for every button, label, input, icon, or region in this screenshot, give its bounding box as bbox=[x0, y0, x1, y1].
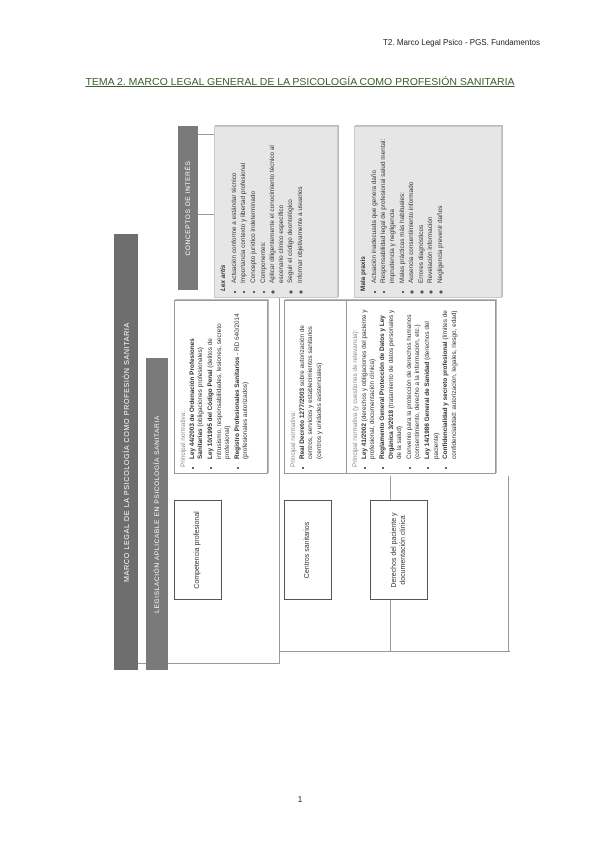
document-title: TEMA 2. MARCO LEGAL GENERAL DE LA PSICOLOGÍA COMO PROFESIÓN SANITARIA bbox=[85, 76, 515, 88]
list-item: • Importancia contexto y libertad profesional bbox=[240, 133, 249, 283]
list-item: • Componentes: bbox=[260, 133, 269, 283]
mala-praxis-box bbox=[354, 126, 502, 298]
category-professional-competence: Competencia profesional bbox=[174, 500, 222, 600]
main-topic-bar: MARCO LEGAL DE LA PSICOLOGÍA COMO PROFESIÓN SANITARIA bbox=[114, 234, 138, 670]
lex-artis-box bbox=[214, 126, 338, 298]
list-item: • Responsabilidad legal de profesional salud mental: imprudencia y negligencia bbox=[380, 133, 397, 283]
list-item: • Real Decreto 1277/2003 sobre autorización de centros, servicios y establecimientos sanitarios (centros y unidades asistenciales) bbox=[299, 307, 325, 459]
category-health-centers: Centros sanitarios bbox=[284, 500, 332, 600]
normativa-box-patient-rights bbox=[346, 300, 496, 474]
page-number: 1 bbox=[297, 795, 303, 804]
list-item: • Actuación inadecuada que genera daño bbox=[371, 133, 380, 283]
sub-item: ◦ Informar objetivamente a usuarios bbox=[297, 133, 306, 283]
lex-artis-heading: Lex artis bbox=[220, 264, 227, 291]
list-item: • Concepto jurídico indeterminado bbox=[250, 133, 259, 283]
running-header: T2. Marco Legal Psico - PGS. Fundamentos bbox=[383, 38, 540, 47]
box-intro: Principal normativa: bbox=[180, 410, 187, 467]
sub-item: ◦ Errores diagnósticos bbox=[418, 133, 427, 283]
legislation-bar: LEGISLACIÓN APLICABLE EN PSICOLOGÍA SANITARIA bbox=[146, 358, 168, 670]
normativa-box-centers bbox=[284, 300, 354, 474]
box-intro: Principal normativa (y cuestiones de relevancia): bbox=[352, 329, 359, 467]
list-item: • Ley 10/1995 del Código Penal (delitos de intrusismo, responsabilidades, lesiones, secreto profesional) bbox=[207, 307, 233, 459]
list-item: • Ley 41/2002 (derechos y obligaciones del paciente y profesional, documentación clínica) bbox=[361, 307, 378, 459]
list-item: • Confidencialidad y secreto profesional (límites de confidencialidad: autorización, legales, riesgo, edad) bbox=[442, 307, 459, 459]
box-intro: Principal normativa: bbox=[290, 410, 297, 467]
concepts-bar: CONCEPTOS DE INTERÉS bbox=[178, 126, 198, 290]
list-item: • Ley 14/1986 General de Sanidad (derechos del paciente) bbox=[424, 307, 441, 459]
list-item: • Ley 44/2003 de Ordenación Profesiones Sanitarias (obligaciones profesionales) bbox=[189, 307, 206, 459]
connector-bus bbox=[508, 476, 509, 652]
legal-framework-diagram bbox=[98, 126, 508, 670]
list-item: • Reglamento General Protección de Datos y Ley Orgánica 3/2018 (tratamiento de datos personales y de la salud) bbox=[379, 307, 405, 459]
sub-item: ◦ Negligencia prevenir daños bbox=[437, 133, 446, 283]
normativa-box-competence bbox=[174, 300, 268, 474]
list-item: • Actuación conforme a estándar técnico bbox=[231, 133, 240, 283]
connector-bus bbox=[280, 651, 510, 652]
sub-item: ◦ Ausencia consentimiento informado bbox=[408, 133, 417, 283]
list-item: • Convenio para la protección de derechos humanos (consentimiento, derecho a la información, etc.) bbox=[406, 307, 423, 459]
list-item: • Registro Profesionales Sanitarios - RD 640/2014 (profesionales autorizados) bbox=[234, 307, 251, 459]
sub-item: ◦ Seguir el código deontológico bbox=[287, 133, 296, 283]
list-item: • Malas prácticas más habituales: bbox=[399, 133, 408, 283]
category-patient-rights: Derechos del paciente y documentación clínica bbox=[370, 500, 428, 600]
sub-item: ◦ Revelación información bbox=[427, 133, 436, 283]
mala-praxis-heading: Mala praxis bbox=[360, 256, 367, 291]
sub-item: ◦ Aplicar diligentemente el conocimiento técnico al escenario clínico específico bbox=[269, 133, 286, 283]
